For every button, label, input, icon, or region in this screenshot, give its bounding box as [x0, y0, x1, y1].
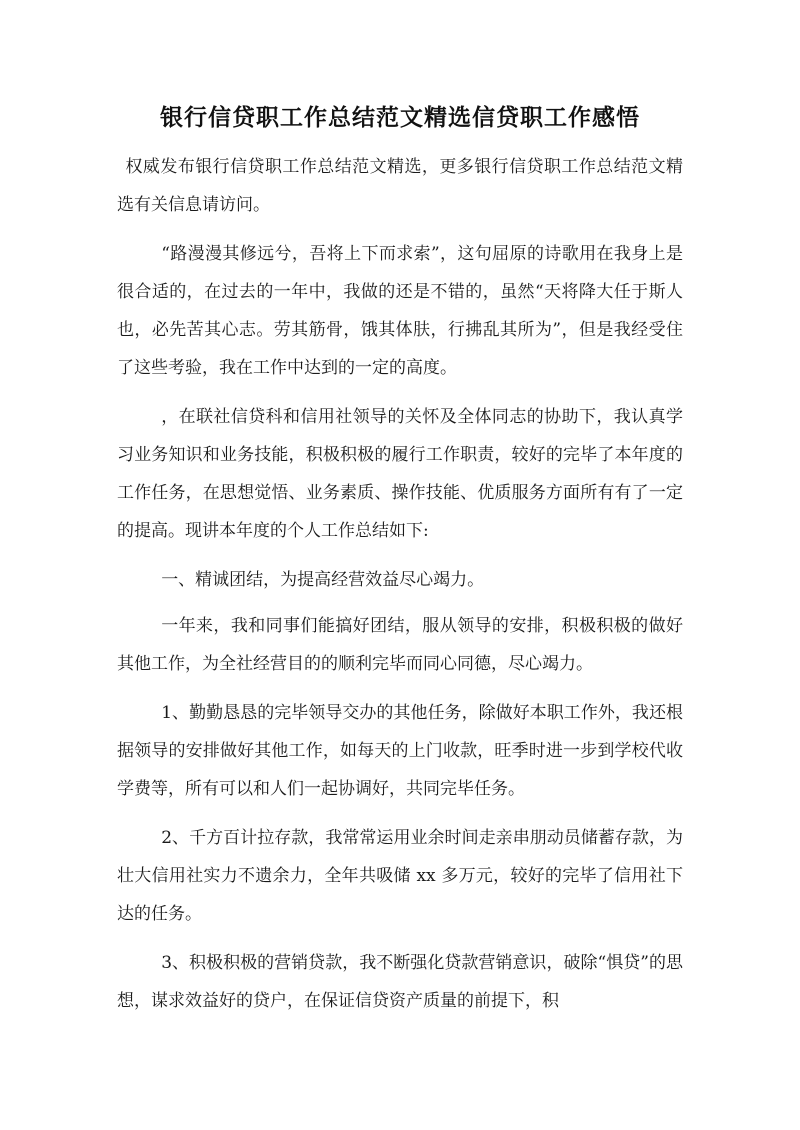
body-paragraph: ，在联社信贷科和信用社领导的关怀及全体同志的协助下，我认真学习业务知识和业务技能，积极积极的履行工作职责，较好的完毕了本年度的工作任务，在思想觉悟、业务素质、操作技能、优质服务方面所有有了一定的提高。现讲本年度的个人工作总结如下:	[117, 407, 683, 541]
body-paragraph: “路漫漫其修远兮，吾将上下而求索”，这句屈原的诗歌用在我身上是很合适的，在过去的一年中，我做的还是不错的，虽然“天将降大任于斯人也，必先苦其心志。劳其筋骨，饿其体肤，行拂乱其所为”，但是我经受住了这些考验，我在工作中达到的一定的高度。	[117, 244, 683, 378]
document-body	[117, 148, 683, 1031]
numbered-paragraph: 2、千方百计拉存款，我常常运用业余时间走亲串朋动员储蓄存款，为壮大信用社实力不遗余力，全年共吸储 xx 多万元，较好的完毕了信用社下达的任务。	[117, 828, 683, 924]
section-heading: 一、精诚团结，为提高经营效益尽心竭力。	[161, 570, 485, 590]
numbered-paragraph: 1、勤勤恳恳的完毕领导交办的其他任务，除做好本职工作外，我还根据领导的安排做好其他工作，如每天的上门收款，旺季时进一步到学校代收学费等，所有可以和人们一起协调好，共同完毕任务。	[117, 703, 683, 799]
body-paragraph: 一年来，我和同事们能搞好团结，服从领导的安排，积极积极的做好其他工作，为全社经营目的的顺利完毕而同心同德，尽心竭力。	[117, 616, 683, 674]
intro-paragraph: 权威发布银行信贷职工作总结范文精选，更多银行信贷职工作总结范文精选有关信息请访问。	[117, 157, 683, 215]
document-title: 银行信贷职工作总结范文精选信贷职工作感悟	[160, 104, 640, 131]
numbered-paragraph: 3、积极积极的营销贷款，我不断强化贷款营销意识，破除“惧贷”的思想，谋求效益好的贷户，在保证信贷资产质量的前提下，积	[117, 953, 683, 1011]
